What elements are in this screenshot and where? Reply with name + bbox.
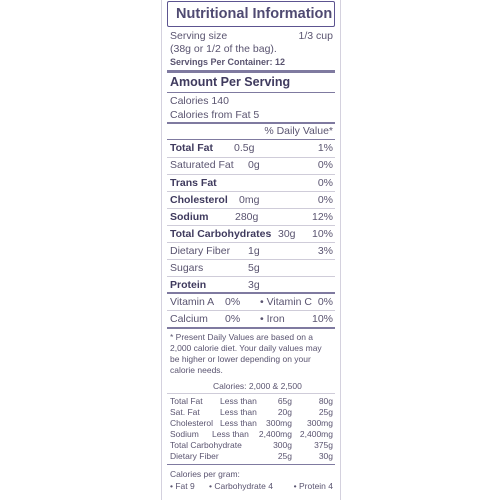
divider <box>167 276 335 277</box>
nutrient-dv: 0% <box>317 194 333 206</box>
vitamin-value: 0% <box>317 296 333 308</box>
vitamin-name: Vitamin A <box>170 296 215 308</box>
vitamin-name: • Iron <box>260 313 285 325</box>
label-title: Nutritional Information <box>167 1 335 27</box>
serving-size-note: (38g or 1/2 of the bag). <box>170 43 277 55</box>
divider <box>167 225 335 226</box>
nutrient-dv: 0% <box>317 177 333 189</box>
servings-per-container: Servings Per Container: 12 <box>170 57 286 67</box>
ref-value-2000: 20g <box>277 407 292 417</box>
vitamin-value: 0% <box>225 313 241 325</box>
nutrient-dv: 10% <box>311 228 333 240</box>
footnote-line: be higher or lower depending on your <box>170 354 311 364</box>
vitamin-value: 10% <box>311 313 333 325</box>
divider <box>167 292 335 294</box>
ref-cond: Less than <box>220 407 257 417</box>
nutrient-amount: 1g <box>248 245 260 257</box>
ref-cond: Less than <box>212 429 249 439</box>
ref-name: Dietary Fiber <box>170 451 219 461</box>
divider <box>167 327 335 329</box>
thick-divider <box>167 70 335 73</box>
calories-per-gram-label: Calories per gram: <box>170 469 240 479</box>
serving-size-value: 1/3 cup <box>298 30 333 42</box>
nutrient-name: Dietary Fiber <box>170 245 231 257</box>
ref-value-2500: 25g <box>318 407 333 417</box>
nutrient-dv: 1% <box>317 142 333 154</box>
divider <box>167 174 335 175</box>
divider <box>167 208 335 209</box>
per-gram-protein: • Protein 4 <box>293 481 333 491</box>
reference-header: Calories: 2,000 & 2,500 <box>213 381 302 391</box>
nutrient-name: Total Carbohydrates <box>170 228 272 240</box>
divider <box>167 259 335 260</box>
footnote-line: calorie needs. <box>170 365 223 375</box>
ref-value-2000: 300mg <box>266 418 292 428</box>
divider <box>167 122 335 124</box>
ref-value-2000: 300g <box>273 440 292 450</box>
ref-name: Total Carbohydrate <box>170 440 242 450</box>
nutrient-name: Sugars <box>170 262 204 274</box>
nutrient-name: Saturated Fat <box>170 159 234 171</box>
per-gram-fat: • Fat 9 <box>170 481 195 491</box>
vitamin-name: • Vitamin C <box>260 296 312 308</box>
footnote-line: * Present Daily Values are based on a <box>170 332 314 342</box>
ref-value-2500: 2,400mg <box>299 429 333 439</box>
nutrient-dv: 0% <box>317 159 333 171</box>
nutrient-amount: 0.5g <box>234 142 255 154</box>
ref-name: Sodium <box>170 429 199 439</box>
divider <box>167 92 335 93</box>
nutrient-name: Total Fat <box>170 142 213 154</box>
divider <box>167 157 335 158</box>
divider <box>167 242 335 243</box>
nutrient-amount: 30g <box>278 228 296 240</box>
ref-value-2500: 375g <box>314 440 333 450</box>
divider <box>167 464 335 465</box>
divider <box>167 393 335 394</box>
ref-cond: Less than <box>220 418 257 428</box>
nutrient-amount: 0mg <box>239 194 260 206</box>
vitamin-name: Calcium <box>170 313 208 325</box>
ref-cond: Less than <box>220 396 257 406</box>
nutrient-amount: 5g <box>248 262 260 274</box>
nutrient-amount: 3g <box>248 279 260 291</box>
divider <box>167 191 335 192</box>
ref-name: Cholesterol <box>170 418 213 428</box>
per-gram-carbohydrate: • Carbohydrate 4 <box>209 481 273 491</box>
nutrient-amount: 280g <box>235 211 259 223</box>
footnote-line: 2,000 calorie diet. Your daily values may <box>170 343 322 353</box>
serving-size-label: Serving size <box>170 30 228 42</box>
ref-value-2500: 30g <box>318 451 333 461</box>
calories: Calories 140 <box>170 95 229 107</box>
divider <box>167 310 335 311</box>
ref-value-2500: 80g <box>318 396 333 406</box>
nutrition-label <box>161 0 341 500</box>
calories-from-fat: Calories from Fat 5 <box>170 109 260 121</box>
vitamin-value: 0% <box>225 296 241 308</box>
amount-per-serving-heading: Amount Per Serving <box>170 75 291 89</box>
ref-name: Sat. Fat <box>170 407 200 417</box>
ref-name: Total Fat <box>170 396 203 406</box>
nutrient-dv: 3% <box>317 245 333 257</box>
divider <box>167 139 335 140</box>
nutrient-dv: 12% <box>311 211 333 223</box>
nutrient-amount: 0g <box>248 159 260 171</box>
nutrient-name: Sodium <box>170 211 209 223</box>
ref-value-2500: 300mg <box>307 418 333 428</box>
daily-value-header: % Daily Value* <box>264 125 333 137</box>
nutrient-name: Protein <box>170 279 207 291</box>
ref-value-2000: 65g <box>277 396 292 406</box>
nutrient-name: Cholesterol <box>170 194 228 206</box>
nutrient-name: Trans Fat <box>170 177 217 189</box>
ref-value-2000: 25g <box>277 451 292 461</box>
ref-value-2000: 2,400mg <box>258 429 292 439</box>
